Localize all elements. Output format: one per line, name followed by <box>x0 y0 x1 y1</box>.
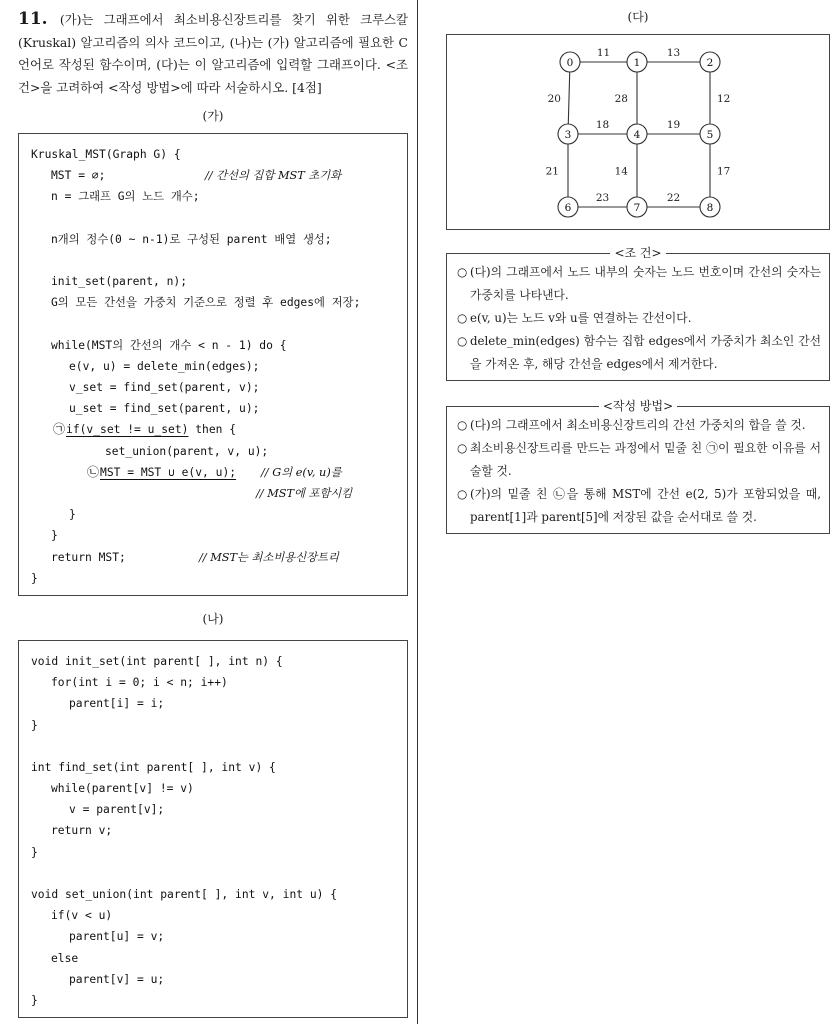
conditions-title: <조 건> <box>447 245 829 261</box>
code-line: void init_set(int parent[ ], int n) { <box>31 654 283 668</box>
edge-weight-label: 11 <box>596 47 611 59</box>
edge-weight-label: 13 <box>666 47 681 59</box>
code-comment: // MST에 포함시킴 <box>256 487 353 500</box>
code-line: n = 그래프 G의 노드 개수; <box>51 190 200 204</box>
code-line: } <box>31 718 38 732</box>
code-line: while(MST의 간선의 개수 < n - 1) do { <box>51 338 287 352</box>
weighted-graph <box>447 35 829 229</box>
panel-ga-caption: (가) <box>202 109 224 123</box>
code-line: int find_set(int parent[ ], int v) { <box>31 760 276 774</box>
code-line: e(v, u) = delete_min(edges); <box>69 359 260 373</box>
node-label: 5 <box>706 129 714 141</box>
edge-weight-label: 14 <box>614 165 628 178</box>
question-stem <box>18 8 408 99</box>
blank-line <box>31 250 397 271</box>
code-line: return v; <box>51 824 113 838</box>
node-label: 0 <box>566 57 574 69</box>
node-label: 1 <box>633 57 641 69</box>
node-label: 8 <box>706 202 714 214</box>
code-line: return MST; // MST는 최소비용신장트리 <box>31 547 397 568</box>
code-line: v_set = find_set(parent, v); <box>69 381 260 395</box>
question-number: 11. <box>18 9 48 29</box>
edge-weight-label: 23 <box>595 192 610 204</box>
instruction-item: ○ (다)의 그래프에서 최소비용신장트리의 간선 가중치의 합을 쓸 것. <box>457 418 806 432</box>
code-comment: // 간선의 집합 MST 초기화 <box>205 169 342 183</box>
code-line-underlined-a: ㉠if(v_set != u_set) then { <box>53 422 237 437</box>
code-comment: // MST는 최소비용신장트리 <box>199 550 339 564</box>
code-line: u_set = find_set(parent, u); <box>69 402 260 416</box>
edge-weight-label: 28 <box>614 93 628 105</box>
code-line: while(parent[v] != v) <box>51 782 194 796</box>
edge-weight-label: 21 <box>545 165 559 178</box>
blank-line <box>31 863 397 884</box>
instruction-item: ○ (가)의 밑줄 친 ㉡을 통해 MST에 간선 e(2, 5)가 포함되었을 때, parent[1]과 parent[5]에 저장된 값을 순서대로 쓸 것. <box>457 487 821 524</box>
node-label: 3 <box>564 129 572 141</box>
pseudocode-box <box>18 133 408 596</box>
code-line: void set_union(int parent[ ], int v, int u) { <box>31 888 338 901</box>
code-line: } <box>31 571 38 585</box>
edge-weight-label: 12 <box>717 93 731 105</box>
column-divider <box>417 0 418 1024</box>
underlined-union: MST = MST ∪ e(v, u); <box>100 465 237 479</box>
code-comment: // G의 e(v, u)를 <box>261 465 342 479</box>
right-column <box>446 8 830 534</box>
code-line-underlined-b <box>31 462 397 483</box>
underlined-condition: if(v_set != u_set) <box>66 423 189 437</box>
mark-b: ㉡ <box>87 464 100 479</box>
code-line: init_set(parent, n); <box>51 275 188 289</box>
node-label: 6 <box>564 202 572 214</box>
blank-line <box>31 736 397 757</box>
instructions-box <box>446 399 830 534</box>
graph-box <box>446 34 830 230</box>
code-line: } <box>51 529 58 543</box>
code-line: Kruskal_MST(Graph G) { <box>31 148 181 161</box>
instructions-title: <작성 방법> <box>447 398 829 414</box>
graph-edge-0-3 <box>568 62 570 134</box>
code-line: } <box>31 993 38 1007</box>
code-line: parent[u] = v; <box>69 930 165 944</box>
instruction-item: ○ 최소비용신장트리를 만드는 과정에서 밑줄 친 ㉠이 필요한 이유를 서술할 것. <box>457 441 821 478</box>
condition-item: ○ (다)의 그래프에서 노드 내부의 숫자는 노드 번호이며 간선의 숫자는 가중치를 나타낸다. <box>457 265 821 302</box>
conditions-box <box>446 246 830 381</box>
blank-line <box>31 208 397 229</box>
code-line: if(v < u) <box>51 909 113 923</box>
condition-item: ○ e(v, u)는 노드 v와 u를 연결하는 간선이다. <box>457 311 692 325</box>
mark-a: ㉠ <box>53 422 66 437</box>
code-line: n개의 정수(0 ~ n-1)로 구성된 parent 배열 생성; <box>51 232 332 246</box>
edge-weight-label: 17 <box>717 165 731 178</box>
panel-na-caption: (나) <box>202 611 224 626</box>
code-line <box>31 483 397 504</box>
node-label: 4 <box>633 129 641 141</box>
left-column <box>18 8 408 1018</box>
edge-weight-label: 19 <box>666 119 681 131</box>
condition-item: ○ delete_min(edges) 함수는 집합 edges에서 가중치가 최소인 간선을 가져온 후, 해당 간선을 edges에서 제거한다. <box>457 334 821 371</box>
code-line: v = parent[v]; <box>69 803 165 817</box>
node-label: 2 <box>706 57 714 69</box>
code-line: parent[i] = i; <box>69 697 165 711</box>
code-line: } <box>31 845 38 859</box>
code-line: else <box>51 951 79 965</box>
code-line: parent[v] = u; <box>69 972 165 986</box>
code-line: G의 모든 간선을 가중치 기준으로 정렬 후 edges에 저장; <box>51 296 361 310</box>
node-label: 7 <box>633 202 641 214</box>
edge-weight-label: 18 <box>595 119 610 131</box>
code-line: MST = ∅; // 간선의 집합 MST 초기화 <box>31 165 397 186</box>
blank-line <box>31 314 397 335</box>
edge-weight-label: 20 <box>547 93 561 105</box>
c-functions-box <box>18 640 408 1018</box>
code-line: } <box>69 508 76 522</box>
edge-weight-label: 22 <box>666 192 681 204</box>
code-line: for(int i = 0; i < n; i++) <box>51 676 228 690</box>
code-line: set_union(parent, v, u); <box>105 444 269 458</box>
panel-da-caption: (다) <box>627 10 649 24</box>
question-text: (가)는 그래프에서 최소비용신장트리를 찾기 위한 크루스칼(Kruskal) 알고리즘의 의사 코드이고, (나)는 (가) 알고리즘에 필요한 C 언어로 작성된 함수이며, (다)는 이 알고리즘에 입력할 그래프이다. <조건>을 고려하여 <작성 방법>에 따라 서술하시오. [4점] <box>18 12 408 95</box>
